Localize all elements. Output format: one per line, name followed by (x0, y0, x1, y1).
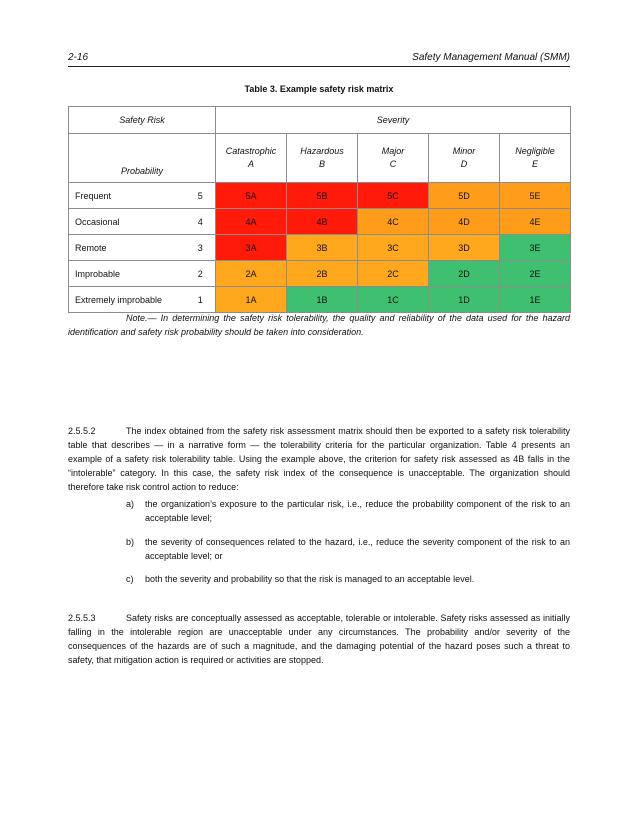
risk-cell-1b: 1B (287, 287, 358, 313)
severity-header: Severity (216, 107, 571, 134)
matrix-row (69, 183, 571, 209)
risk-cell-2e: 2E (500, 261, 571, 287)
probability-name: Extremely improbable (69, 287, 186, 313)
header-rule (68, 66, 570, 67)
risk-cell-4a: 4A (216, 209, 287, 235)
probability-value: 2 (186, 261, 216, 287)
probability-value: 4 (186, 209, 216, 235)
risk-cell-5b: 5B (287, 183, 358, 209)
risk-cell-1c: 1C (358, 287, 429, 313)
risk-matrix-table (68, 106, 571, 313)
matrix-row (69, 235, 571, 261)
risk-cell-4c: 4C (358, 209, 429, 235)
corner-probability: Probability (69, 134, 216, 183)
risk-cell-1e: 1E (500, 287, 571, 313)
probability-name: Frequent (69, 183, 186, 209)
probability-name: Remote (69, 235, 186, 261)
risk-cell-4b: 4B (287, 209, 358, 235)
severity-col-c: Major C (358, 134, 429, 183)
matrix-row (69, 287, 571, 313)
table-note: Note.— In determining the safety risk tolerability, the quality and reliability of the data used for the hazard identification and safety risk probability should be taken into consideration. (68, 313, 570, 337)
severity-col-b: Hazardous B (287, 134, 358, 183)
matrix-row (69, 209, 571, 235)
risk-cell-1a: 1A (216, 287, 287, 313)
risk-cell-2d: 2D (429, 261, 500, 287)
risk-cell-5e: 5E (500, 183, 571, 209)
probability-value: 1 (186, 287, 216, 313)
risk-cell-3c: 3C (358, 235, 429, 261)
probability-value: 5 (186, 183, 216, 209)
probability-name: Occasional (69, 209, 186, 235)
page-number: 2-16 (68, 52, 89, 63)
risk-cell-5a: 5A (216, 183, 287, 209)
paragraph-2-5-5-3: 2.5.5.3 Safety risks are conceptually assessed as acceptable, tolerable or intolerable. Safety risks assessed as initially falling in the intolerable region are unacceptable under any circumstances. The probability and/or severity of the consequences of the hazards are of such a magnitude, and the damaging potential of the hazard poses such a threat to safety, that mitigation action is required or activities are stopped. (68, 613, 570, 665)
list-item-b: b) the severity of consequences related to the hazard, i.e., reduce the severity component of the risk to an acceptable level; or (126, 537, 570, 561)
severity-col-d: Minor D (429, 134, 500, 183)
risk-cell-4d: 4D (429, 209, 500, 235)
risk-cell-3d: 3D (429, 235, 500, 261)
risk-cell-2a: 2A (216, 261, 287, 287)
risk-cell-3b: 3B (287, 235, 358, 261)
probability-value: 3 (186, 235, 216, 261)
risk-cell-5c: 5C (358, 183, 429, 209)
risk-cell-1d: 1D (429, 287, 500, 313)
risk-cell-4e: 4E (500, 209, 571, 235)
risk-cell-3a: 3A (216, 235, 287, 261)
table-title: Table 3. Example safety risk matrix (244, 84, 394, 94)
corner-safety-risk: Safety Risk (69, 107, 216, 134)
list-item-c: c) both the severity and probability so that the risk is managed to an acceptable level. (126, 574, 475, 584)
risk-cell-5d: 5D (429, 183, 500, 209)
risk-cell-2c: 2C (358, 261, 429, 287)
manual-title: Safety Management Manual (SMM) (412, 52, 570, 63)
probability-name: Improbable (69, 261, 186, 287)
list-item-a: a) the organization’s exposure to the particular risk, i.e., reduce the probability component of the risk to an acceptable level; (126, 499, 570, 523)
severity-col-e: Negligible E (500, 134, 571, 183)
risk-cell-3e: 3E (500, 235, 571, 261)
matrix-row (69, 261, 571, 287)
risk-cell-2b: 2B (287, 261, 358, 287)
paragraph-2-5-5-2: 2.5.5.2 The index obtained from the safety risk assessment matrix should then be exported to a safety risk tolerability table that describes — in a narrative form — the tolerability criteria for the particular organization. Table 4 presents an example of a safety risk tolerability table. Using the example above, the criterion for safety risk assessed as 4B falls in the “intolerable” category. In this case, the safety risk index of the consequence is unacceptable. The organization should therefore take risk control action to reduce: (68, 426, 570, 492)
severity-col-a: Catastrophic A (216, 134, 287, 183)
